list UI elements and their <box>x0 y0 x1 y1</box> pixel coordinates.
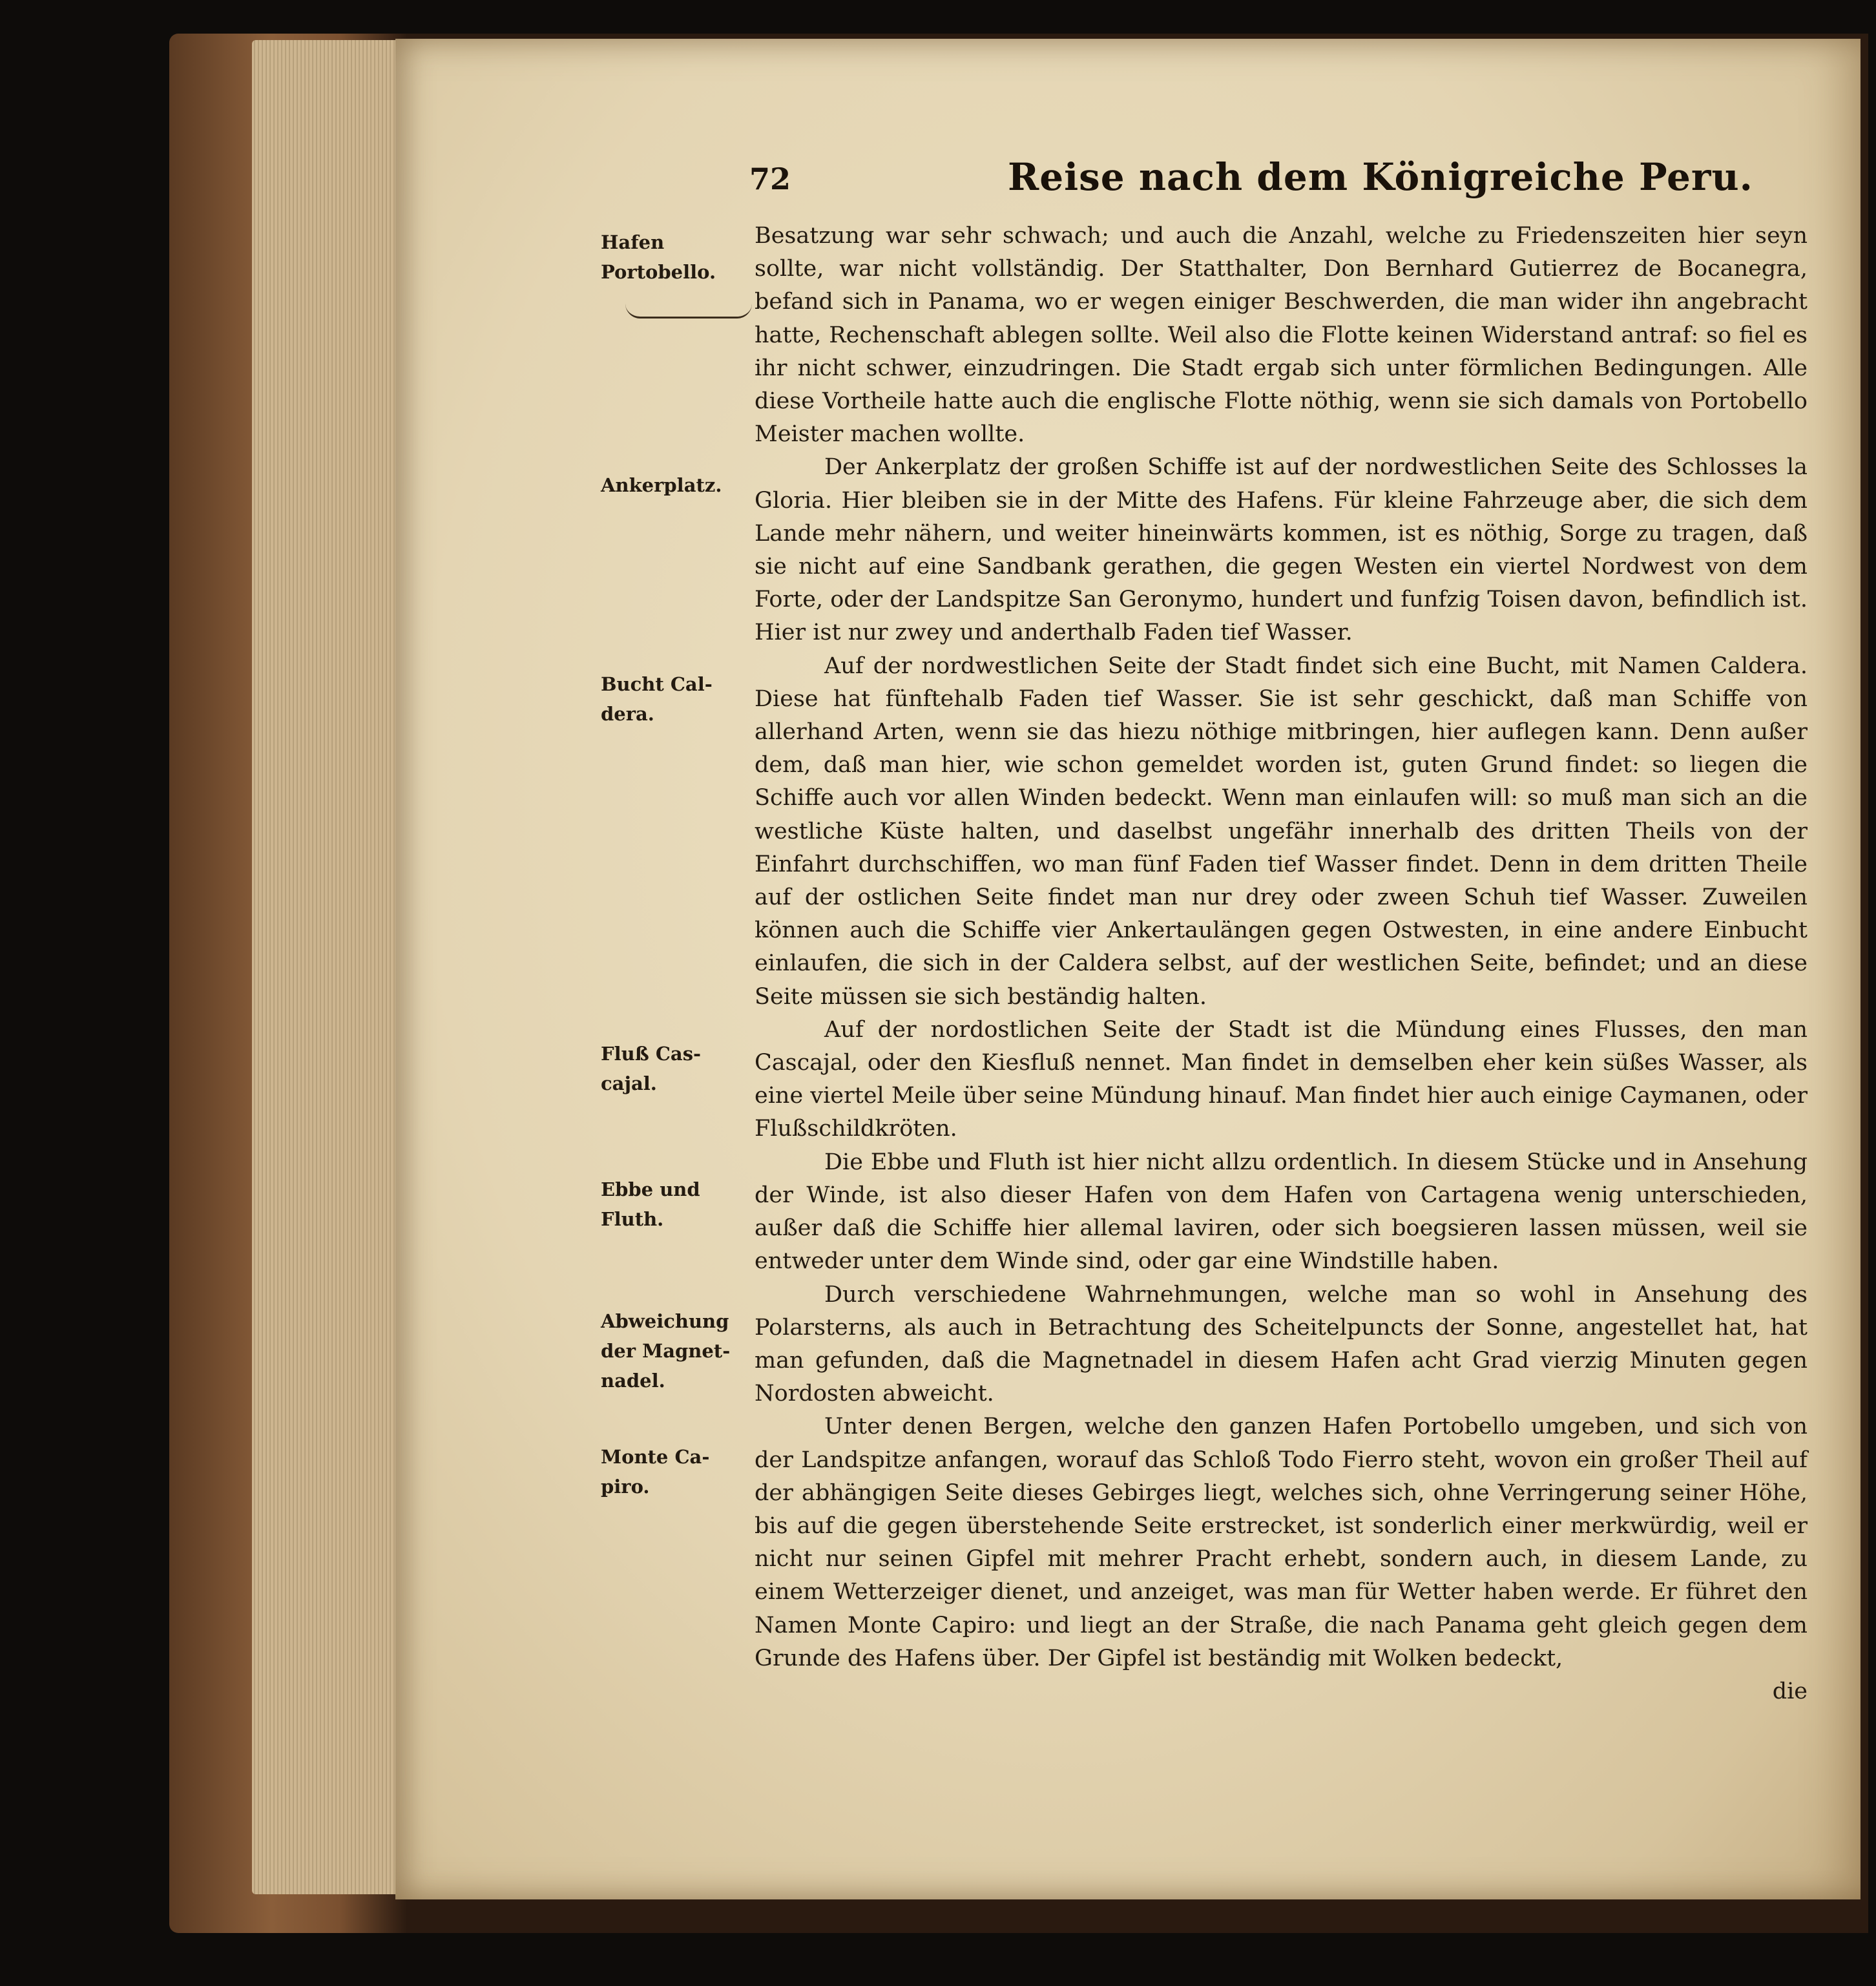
paragraph-fluss: Auf der nordostlichen Seite der Stadt ist die Mündung eines Flusses, den man Cascajal, oder den Kiesfluß nennet. Man findet in demselben eher kein süßes Wasser, als eine viertel Meile über seine Mündung hinauf. Man findet hier auch einige Caymanen, oder Flußschildkröten. <box>755 1016 1808 1142</box>
catchword: die <box>1772 1678 1808 1704</box>
margin-note-bucht: Bucht Cal- dera. <box>601 673 713 725</box>
page-edges <box>252 40 401 1894</box>
paragraph-ebbe: Die Ebbe und Fluth ist hier nicht allzu ordentlich. In diesem Stücke und in Ansehung der Winde, ist also dieser Hafen von dem Hafen von Cartagena wenig unterschieden, außer daß die Schiffe hier allemal laviren, oder sich boegsieren lassen müssen, weil sie entweder unter dem Winde sind, oder gar eine Windstille haben. <box>755 1149 1808 1275</box>
running-head: Reise nach dem Königreiche Peru. <box>1008 155 1753 199</box>
paragraph-magnetnadel: Durch verschiedene Wahrnehmungen, welche man so wohl in Ansehung des Polarsterns, als auch in Betrachtung des Scheitelpuncts der Sonne, angestellet hat, hat man gefunden, daß die Magnetnadel in diesem Hafen acht Grad vierzig Minuten gegen Nordosten abweicht. <box>755 1281 1808 1407</box>
paragraph-ankerplatz: Der Ankerplatz der großen Schiffe ist auf der nordwestlichen Seite des Schlosses la Gloria. Hier bleiben sie in der Mitte des Hafens. Für kleine Fahrzeuge aber, die sich dem Lande mehr nähern, und weiter hineinwärts kommen, ist es nöthig, Sorge zu tragen, daß sie nicht auf eine Sandbank gerathen, die gegen Westen ein viertel Nordwest von dem Forte, oder der Landspitze San Geronymo, hundert und funfzig Toisen davon, befindlich ist. Hier ist nur zwey und anderthalb Faden tief Wasser. <box>755 454 1808 646</box>
margin-note-hafen: Hafen Portobello. <box>601 231 716 283</box>
page-number: 72 <box>749 162 791 196</box>
margin-note-magnetnadel: Abweichung der Magnet- nadel. <box>601 1310 731 1392</box>
margin-note-fluss: Fluß Cas- cajal. <box>601 1043 702 1094</box>
margin-note-monte: Monte Ca- piro. <box>601 1446 710 1498</box>
paragraph-hafen: Besatzung war sehr schwach; und auch die Anzahl, welche zu Friedenszeiten hier seyn sollte, war nicht vollständig. Der Statthalter, Don Bernhard Gutierrez de Bocanegra, befand sich in Panama, wo er wegen einiger Beschwerden, die man wider ihn angebracht hatte, Rechenschaft ablegen sollte. Weil also die Flotte keinen Widerstand antraf: so fiel es ihr nicht schwer, einzudringen. Die Stadt ergab sich unter förmlichen Bedingungen. Alle diese Vortheile hatte auch die englische Flotte nöthig, wenn sie sich damals von Portobello Meister machen wollte. <box>755 223 1808 448</box>
paragraph-monte: Unter denen Bergen, welche den ganzen Hafen Portobello umgeben, und sich von der Landspitze anfangen, worauf das Schloß Todo Fierro steht, wovon ein großer Theil auf der abhängigen Seite dieses Gebirges liegt, welches sich, ohne Verringerung seiner Höhe, bis auf die gegen überstehende Seite erstrecket, ist sonderlich einer merkwürdig, weil er nicht nur seinen Gipfel mit mehrer Pracht erhebt, sondern auch, in diesem Lande, zu einem Wetterzeiger dienet, und anzeiget, was man für Wetter haben werde. Er führet den Namen Monte Capiro: und liegt an der Straße, die nach Panama geht gleich gegen dem Grunde des Hafens über. Der Gipfel ist beständig mit Wolken bedeckt, <box>755 1414 1808 1671</box>
margin-note-ebbe: Ebbe und Fluth. <box>601 1178 700 1230</box>
paragraph-bucht: Auf der nordwestlichen Seite der Stadt findet sich eine Bucht, mit Namen Caldera. Diese hat fünftehalb Faden tief Wasser. Sie ist sehr geschickt, daß man Schiffe von allerhand Arten, wenn sie das hiezu nöthige mitbringen, hier auflegen kann. Denn außer dem, daß man hier, wie schon gemeldet worden ist, guten Grund findet: so liegen die Schiffe auch vor allen Winden bedeckt. Wenn man einlaufen will: so muß man sich an die westliche Küste halten, und daselbst ungefähr innerhalb des dritten Theils von der Einfahrt durchschiffen, wo man fünf Faden tief Wasser findet. Denn in dem dritten Theile auf der ostlichen Seite findet man nur drey oder zween Schuh tief Wasser. Zuweilen können auch die Schiffe vier Ankertaulängen gegen Ostwesten, in eine andere Einbucht einlaufen, die sich in der Caldera selbst, auf der westlichen Seite, befindet; und an diese Seite müssen sie sich beständig halten. <box>755 653 1808 1010</box>
body-text <box>755 220 1808 1708</box>
margin-note-ankerplatz: Ankerplatz. <box>601 474 722 496</box>
margin-brace <box>625 304 752 319</box>
